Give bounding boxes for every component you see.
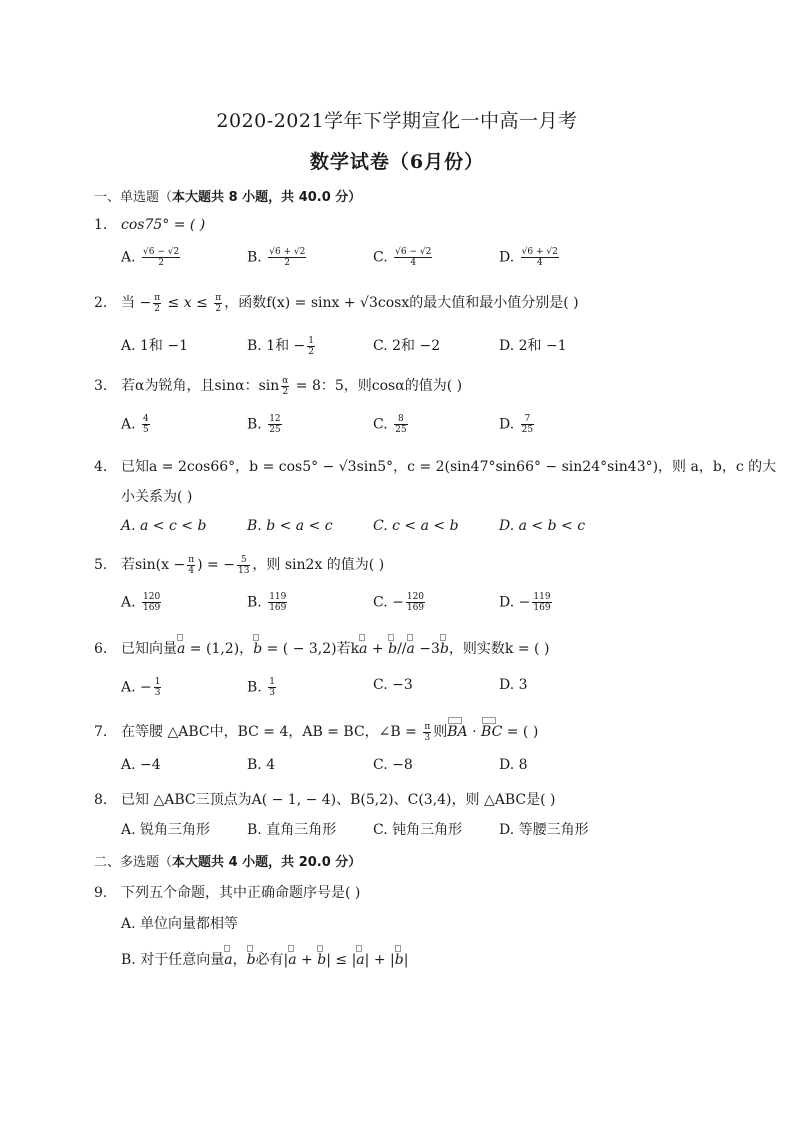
vector-a: a xyxy=(359,641,368,657)
option-c[interactable]: C. −8 xyxy=(373,757,413,773)
option-a[interactable]: A. a < c < b xyxy=(121,518,207,534)
vector-b: b xyxy=(394,952,404,968)
question-3: 3. 若α为锐角，且sinα：sin $\frac{\alpha}{2}$ = 8：5，则cosα的值为( ) xyxy=(94,375,463,397)
vector-b: b xyxy=(317,952,327,968)
option-a[interactable]: A. − $\frac{1}{3}$ xyxy=(121,677,161,698)
question-5: 5. 若sin(x − $\frac{\pi}{4}$ ) = − $\frac{5}{13}$ ，则 sin2x 的值为( ) xyxy=(94,554,385,576)
option-b[interactable]: B. $\frac{√6 + √2}{2}$ xyxy=(247,247,306,268)
vector-a: a xyxy=(177,641,186,657)
option-a[interactable]: A. 单位向量都相等 xyxy=(121,916,239,932)
option-c[interactable]: C. 钝角三角形 xyxy=(373,822,463,838)
option-a[interactable]: A. 锐角三角形 xyxy=(121,822,211,838)
option-c[interactable]: C. $\frac{8}{25}$ xyxy=(373,414,407,435)
option-c[interactable]: C. $\frac{√6 - √2}{4}$ xyxy=(373,247,432,268)
question-4-line2: 小关系为( ) xyxy=(121,489,193,505)
option-a[interactable]: A. $\frac{4}{5}$ xyxy=(121,414,149,435)
option-d[interactable]: D. $\frac{7}{25}$ xyxy=(499,414,534,435)
option-c[interactable]: C. 2和 −2 xyxy=(373,338,441,354)
option-a[interactable]: A. −4 xyxy=(121,757,161,773)
option-d[interactable]: D. 3 xyxy=(499,677,528,693)
exam-subtitle: 数学试卷（6月份） xyxy=(309,151,485,173)
vector-a: a xyxy=(406,641,415,657)
option-d[interactable]: D. $\frac{√6 + √2}{4}$ xyxy=(499,247,558,268)
option-b[interactable]: B. $\frac{119}{169}$ xyxy=(247,592,287,613)
vector-b: b xyxy=(246,952,256,968)
vector-a: a xyxy=(356,952,365,968)
option-b[interactable]: B. 1和 − $\frac{1}{2}$ xyxy=(247,335,315,357)
question-1: 1. cos75° = ( ) xyxy=(94,217,206,233)
option-b[interactable]: B. $\frac{12}{25}$ xyxy=(247,414,281,435)
option-d[interactable]: D. 8 xyxy=(499,757,528,773)
option-d[interactable]: D. 等腰三角形 xyxy=(499,822,589,838)
option-c[interactable]: C. c < a < b xyxy=(373,518,459,534)
exam-title: 2020-2021学年下学期宣化一中高一月考 xyxy=(216,110,578,132)
option-b[interactable]: B. b < a < c xyxy=(247,518,333,534)
section-heading-single-choice: 一、单选题（本大题共 8 小题，共 40.0 分） xyxy=(94,190,362,205)
option-b[interactable]: B. 直角三角形 xyxy=(247,822,337,838)
question-2: 2. 当 − $\frac{\pi}{2}$ ≤ x ≤ $\frac{\pi}{2}$ ，函数f(x) = sinx + √3cosx的最大值和最小值分别是( ) xyxy=(94,292,579,314)
question-9: 9. 下列五个命题，其中正确命题序号是( ) xyxy=(94,885,361,901)
option-b[interactable]: B. 对于任意向量a，b必有|a + b| ≤ |a| + |b| xyxy=(121,952,409,968)
question-4: 4. 已知a = 2cos66°，b = cos5° − √3sin5°，c = 2(sin47°sin66° − sin24°sin43°)，则 a，b，c 的大 xyxy=(94,459,777,475)
question-8: 8. 已知 △ABC三顶点为A( − 1, − 4)、B(5,2)、C(3,4)，则 △ABC是( ) xyxy=(94,792,556,808)
vector-ba: BA xyxy=(447,724,468,740)
option-d[interactable]: D. − $\frac{119}{169}$ xyxy=(499,592,551,613)
option-d[interactable]: D. a < b < c xyxy=(499,518,586,534)
option-b[interactable]: B. $\frac{1}{3}$ xyxy=(247,677,275,698)
vector-b: b xyxy=(388,641,398,657)
option-a[interactable]: A. 1和 −1 xyxy=(121,338,189,354)
vector-bc: BC xyxy=(481,724,503,740)
question-7: 7. 在等腰 △ABC中，BC = 4，AB = BC，∠B = $\frac{\pi}{3}$ 则BA · BC = ( ) xyxy=(94,721,539,743)
option-c[interactable]: C. − $\frac{120}{169}$ xyxy=(373,592,425,613)
option-a[interactable]: A. $\frac{√6 - √2}{2}$ xyxy=(121,247,180,268)
vector-b: b xyxy=(439,641,449,657)
vector-a: a xyxy=(288,952,297,968)
option-b[interactable]: B. 4 xyxy=(247,757,276,773)
question-6: 6. 已知向量a = (1,2)，b = ( − 3,2)若ka + b//a −3b，则实数k = ( ) xyxy=(94,641,550,657)
vector-a: a xyxy=(224,952,233,968)
vector-b: b xyxy=(253,641,263,657)
option-a[interactable]: A. $\frac{120}{169}$ xyxy=(121,592,161,613)
option-d[interactable]: D. 2和 −1 xyxy=(499,338,567,354)
section-heading-multiple-choice: 二、多选题（本大题共 4 小题，共 20.0 分） xyxy=(94,855,362,870)
option-c[interactable]: C. −3 xyxy=(373,677,413,693)
